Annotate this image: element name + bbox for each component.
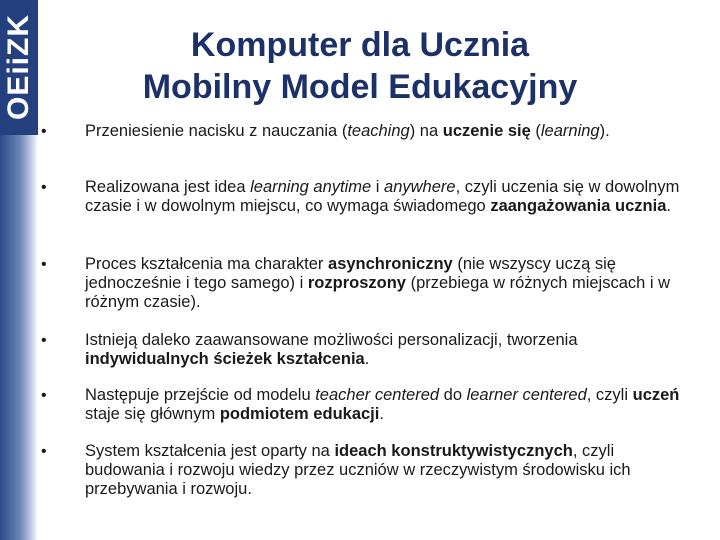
- bullet-text: [85, 386, 683, 424]
- text-run: ).: [599, 122, 610, 140]
- text-run: System kształcenia jest oparty na: [85, 442, 335, 460]
- italic-text-run: anywhere: [384, 178, 456, 196]
- text-run: (: [530, 122, 541, 140]
- bullet-text: [85, 255, 683, 312]
- bullet-text: [85, 442, 683, 499]
- text-run: Proces kształcenia ma charakter: [85, 255, 329, 273]
- text-run: , czyli budowania i rozwoju wiedzy przez uczniów w rzeczywistym środowisku ich przebywania i rozwoju.: [85, 442, 631, 498]
- bold-text-run: zaangażowania ucznia: [490, 197, 667, 215]
- text-run: Realizowana jest idea: [85, 178, 251, 196]
- title-line-1: Komputer dla Ucznia: [190, 26, 530, 64]
- bold-text-run: rozproszony: [307, 274, 406, 292]
- text-run: , czyli uczenia się w dowolnym czasie i w dowolnym miejscu, co wymaga świadomego: [85, 178, 680, 215]
- text-run: .: [379, 405, 384, 423]
- text-run: Następuje przejście od modelu: [85, 386, 316, 404]
- bullet-text: [85, 122, 683, 141]
- bold-text-run: podmiotem edukacji: [219, 405, 380, 423]
- bold-text-run: ideach konstruktywistycznych: [334, 442, 573, 460]
- text-run: , czyli: [586, 386, 633, 404]
- bullet-marker: •: [41, 179, 47, 196]
- bold-text-run: indywidualnych ścieżek kształcenia: [85, 350, 365, 368]
- title-line-2: Mobilny Model Edukacyjny: [142, 68, 578, 106]
- bullet-marker: •: [41, 256, 47, 273]
- text-run: Istnieją daleko zaawansowane możliwości personalizacji, tworzenia: [85, 331, 578, 349]
- bullet-marker: •: [41, 387, 47, 404]
- text-run: i: [371, 178, 385, 196]
- bullet-text: [85, 331, 683, 369]
- text-run: .: [666, 197, 671, 215]
- bold-text-run: uczenie się: [442, 122, 531, 140]
- text-run: do: [439, 386, 467, 404]
- text-run: (przebiega w różnych miejscach i w różnym czasie).: [85, 274, 671, 311]
- italic-text-run: learning anytime: [250, 178, 372, 196]
- bullet-marker: •: [41, 332, 47, 349]
- bullet-marker: •: [41, 443, 47, 460]
- text-run: Przeniesienie nacisku z nauczania (: [85, 122, 348, 140]
- bullet-text: [85, 178, 683, 216]
- text-run: (nie wszyscy uczą się jednocześnie i tego samego) i: [85, 255, 616, 292]
- bullet-marker: •: [41, 123, 47, 140]
- bold-text-run: uczeń: [632, 386, 680, 404]
- italic-text-run: teaching: [347, 122, 410, 140]
- italic-text-run: teacher centered: [315, 386, 440, 404]
- italic-text-run: learning: [540, 122, 600, 140]
- logo-text: OEiiZK: [2, 13, 35, 121]
- italic-text-run: learner centered: [466, 386, 587, 404]
- text-run: .: [364, 350, 370, 368]
- text-run: staje się głównym: [85, 405, 220, 423]
- bold-text-run: asynchroniczny: [328, 255, 453, 273]
- text-run: ) na: [409, 122, 443, 140]
